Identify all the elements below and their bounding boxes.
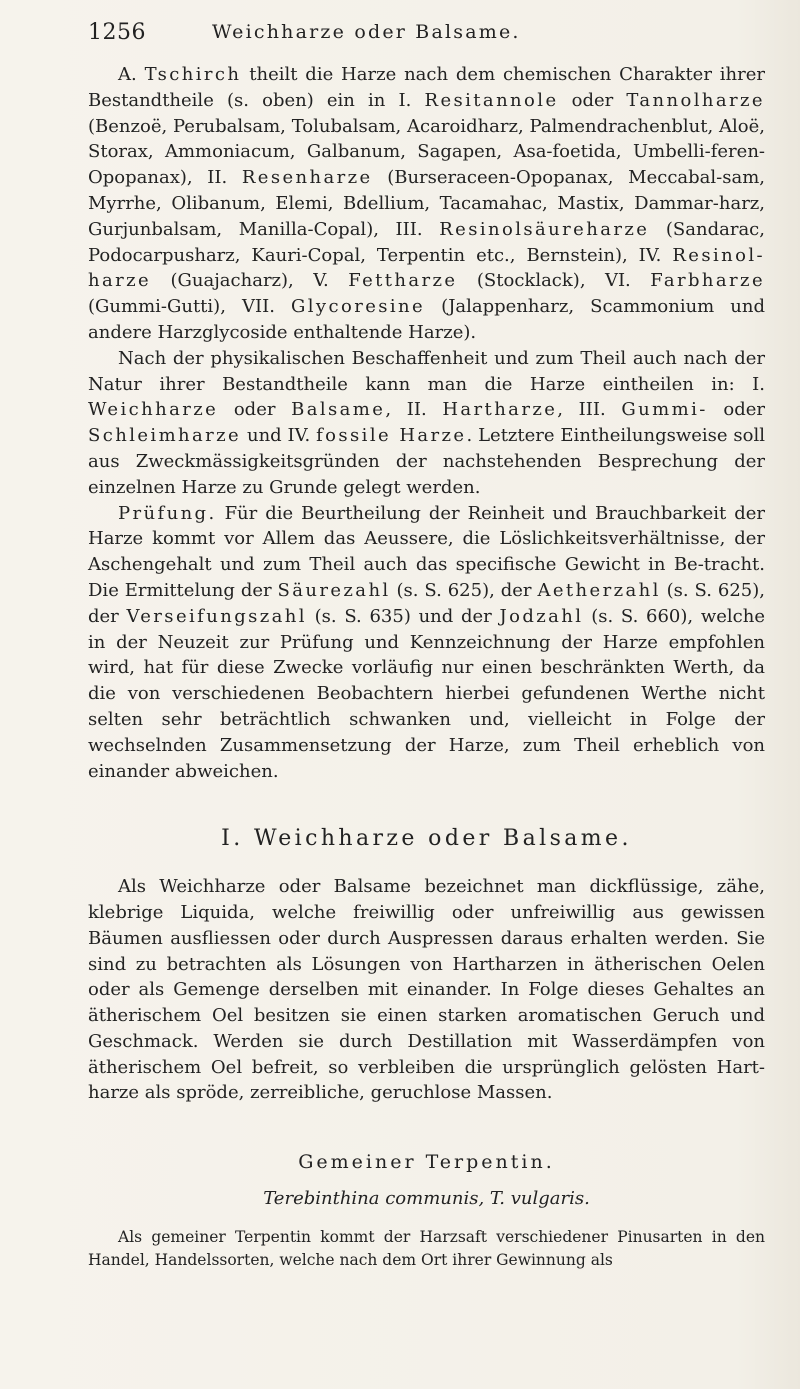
section-heading: I. Weichharze oder Balsame.	[221, 826, 632, 852]
paragraph-classification-chemical: A. Tschirch theilt die Harze nach dem chemischen Charakter ihrer Bestandtheile (s. oben) ein in I. Resitannole oder Tannolharze (Benzoë, Perubalsam, Tolubalsam, Acaroidharz, Palmendrachenblut, Aloë, Storax, Ammoniacum, Galbanum, Sagapen, Asa-foetida, Umbelli-feren-Opopanax), II. Resenharze (Burseraceen-Opopanax, Meccabal-sam, Myrrhe, Olibanum, Elemi, Bdellium, Tacamahac, Mastix, Dammar-harz, Gurjunbalsam, Manilla-Copal), III. Resinolsäureharze (Sandarac, Podocarpusharz, Kauri-Copal, Terpentin etc., Bernstein), IV. Resinol-harze (Guajacharz), V. Fettharze (Stocklack), VI. Farbharze (Gummi-Gutti), VII. Glycoresine (Jalappenharz, Scammonium und andere Harzglycoside enthaltende Harze).	[88, 64, 766, 343]
page-header	[88, 20, 760, 50]
paragraph-classification-physical: Nach der physikalischen Beschaffenheit und zum Theil auch nach der Natur ihrer Bestandtheile kann man die Harze eintheilen in: I. Weichharze oder Balsame, II. Hartharze, III. Gummi- oder Schleimharze und IV. fossile Harze. Letztere Eintheilungsweise soll aus Zweckmässigkeitsgründen der nachstehenden Besprechung der einzelnen Harze zu Grunde gelegt werden.	[88, 347, 766, 498]
page-body	[88, 62, 765, 1272]
running-title: Weichharze oder Balsame.	[212, 21, 521, 43]
sub-heading: Gemeiner Terpentin.	[298, 1151, 555, 1174]
paragraph-terpentin: Als gemeiner Terpentin kommt der Harzsaft verschiedener Pinusarten in den Handel, Handelssorten, welche nach dem Ort ihrer Gewinnung als	[88, 1227, 765, 1269]
paragraph-weichharze: Als Weichharze oder Balsame bezeichnet man dickflüssige, zähe, klebrige Liquida, welche freiwillig oder unfreiwillig aus gewissen Bäumen ausfliessen oder durch Auspressen daraus erhalten werden. Sie sind zu betrachten als Lösungen von Hartharzen in ätherischen Oelen oder als Gemenge derselben mit einander. In Folge dieses Gehaltes an ätherischem Oel besitzen sie einen starken aromatischen Geruch und Geschmack. Werden sie durch Destillation mit Wasserdämpfen von ätherischem Oel befreit, so verbleiben die ursprünglich gelösten Hart-harze als spröde, zerreibliche, geruchlose Massen.	[88, 876, 765, 1104]
page-number: 1256	[88, 20, 146, 45]
paragraph-pruefung: Prüfung. Für die Beurtheilung der Reinheit und Brauchbarkeit der Harze kommt vor Allem das Aeussere, die Löslichkeitsverhältnisse, der Aschengehalt und zum Theil auch das specifische Gewicht in Be-tracht. Die Ermittelung der Säurezahl (s. S. 625), der Aetherzahl (s. S. 625), der Verseifungszahl (s. S. 635) und der Jodzahl (s. S. 660), welche in der Neuzeit zur Prüfung und Kennzeichnung der Harze empfohlen wird, hat für diese Zwecke vorläufig nur einen beschränkten Werth, da die von verschiedenen Beobachtern hierbei gefundenen Werthe nicht selten sehr beträchtlich schwanken und, vielleicht in Folge der wechselnden Zusammensetzung der Harze, zum Theil erheblich von einander abweichen.	[88, 502, 765, 782]
latin-names: Terebinthina communis, T. vulgaris.	[263, 1188, 590, 1210]
